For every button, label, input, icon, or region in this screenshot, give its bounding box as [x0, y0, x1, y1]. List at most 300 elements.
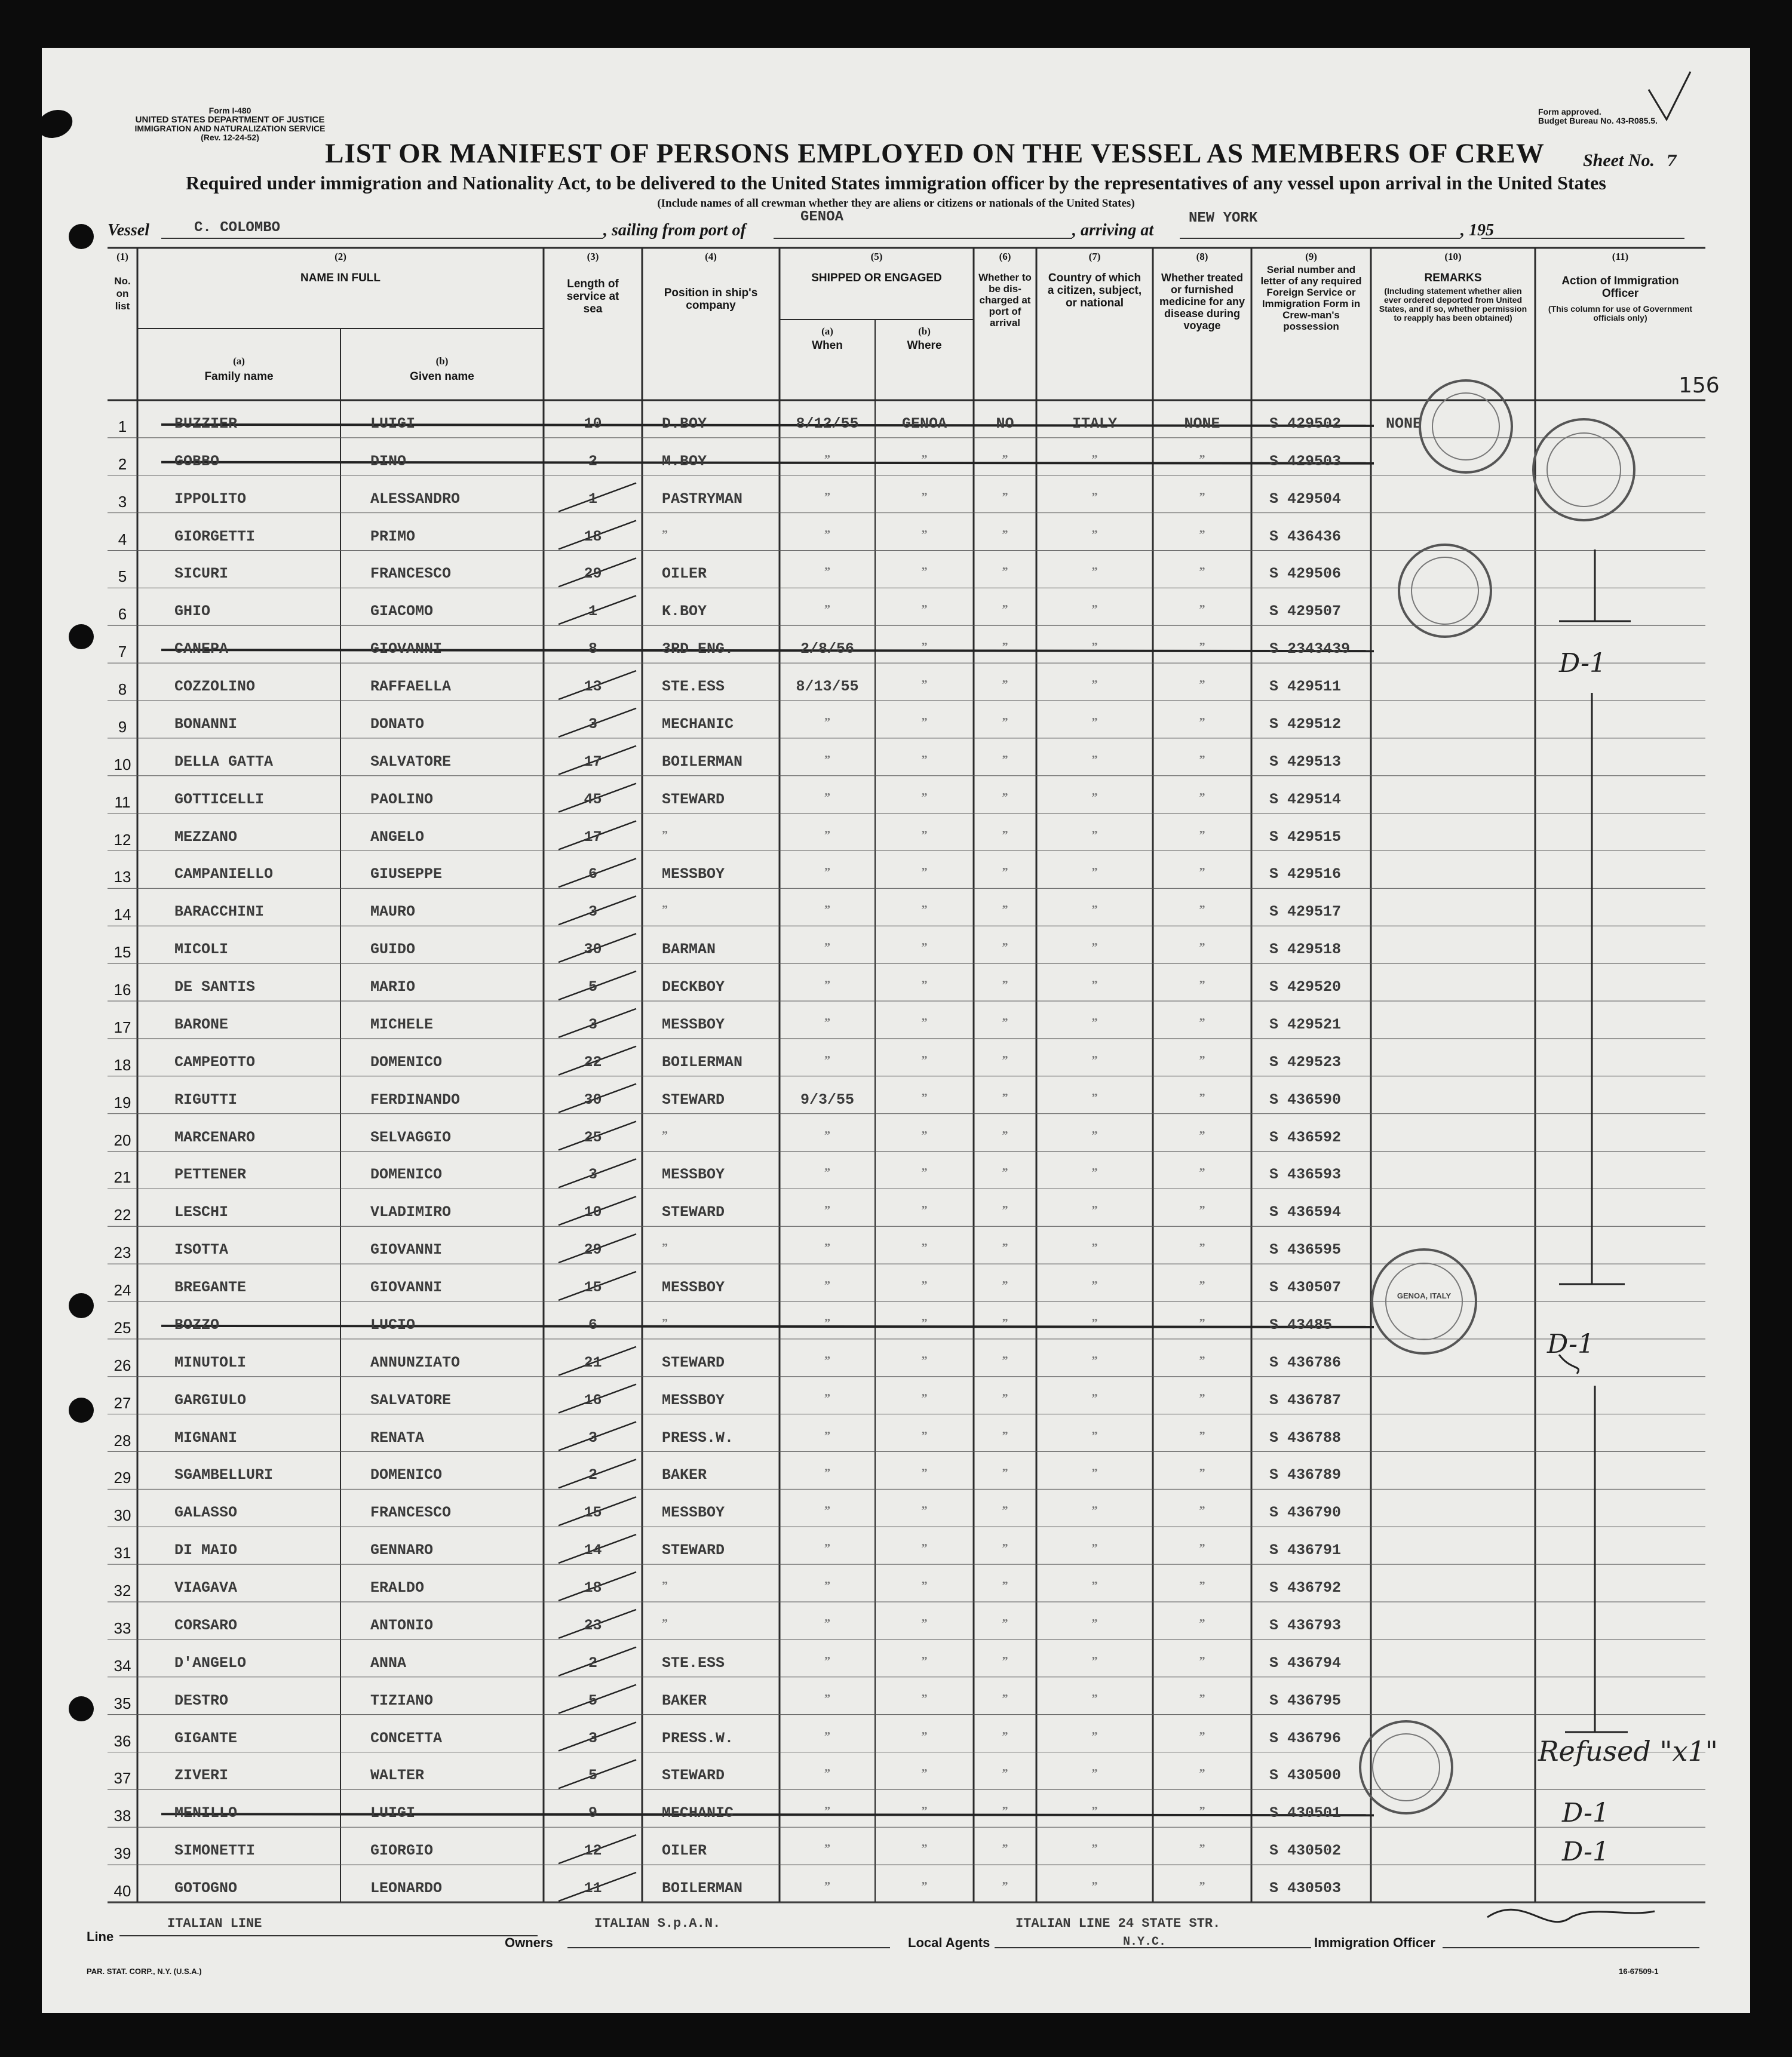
row-number: 18 [113, 1055, 131, 1074]
cell-medicine: ” [1199, 978, 1205, 991]
cell-where: ” [921, 1579, 928, 1592]
cell-given: ANNUNZIATO [370, 1353, 461, 1371]
cell-medicine: ” [1199, 1353, 1205, 1367]
punch-hole [69, 624, 94, 649]
cell-position: BARMAN [662, 941, 716, 959]
cell-family: GALASSO [174, 1504, 238, 1522]
cell-position: MESSBOY [662, 865, 725, 883]
cell-position: OILER [662, 565, 707, 583]
col4-number: (4) [705, 251, 717, 262]
col7-number: (7) [1088, 251, 1101, 262]
cell-serial: S 429516 [1269, 865, 1342, 883]
cell-position: STEWARD [662, 1204, 725, 1221]
cell-country: ” [1091, 1466, 1098, 1480]
cell-serial: S 436791 [1269, 1542, 1342, 1559]
row-number: 26 [113, 1356, 131, 1374]
cell-position: MESSBOY [662, 1015, 725, 1033]
cell-medicine: ” [1199, 1579, 1205, 1592]
consulate-stamp [1359, 1720, 1453, 1815]
cell-where: ” [921, 678, 928, 691]
cell-position: BOILERMAN [662, 1880, 743, 1897]
col10-note: (Including statement whether alien ever ordered deported from United States, and if so, whether permission to reapply has been obtained) [1379, 286, 1527, 323]
cell-when: ” [824, 1842, 830, 1856]
cell-medicine: ” [1199, 1091, 1205, 1104]
cell-country: ” [1091, 1241, 1098, 1255]
cell-when: ” [824, 753, 830, 766]
owners-label: Owners [505, 1935, 553, 1950]
cell-country: ” [1091, 1279, 1098, 1292]
cell-where: ” [921, 490, 928, 503]
cell-family: DESTRO [174, 1691, 229, 1709]
punch-hole [69, 1696, 94, 1721]
cell-where: ” [921, 603, 928, 616]
cell-country: ” [1091, 565, 1098, 579]
cell-family: CAMPANIELLO [174, 865, 274, 883]
cell-length: 1 [588, 490, 597, 508]
cell-discharged: ” [1002, 865, 1008, 879]
form-number: Form I-480 [208, 106, 251, 115]
cell-family: COZZOLINO [174, 678, 256, 695]
form-code: 16-67509-1 [1619, 1967, 1659, 1976]
cell-country: ” [1091, 1166, 1098, 1180]
cell-where: ” [921, 828, 928, 842]
cell-when: 8/13/55 [796, 678, 859, 695]
cell-where: ” [921, 1842, 928, 1856]
cell-position: K.BOY [662, 603, 707, 621]
cell-medicine: ” [1199, 1128, 1205, 1142]
cell-medicine: ” [1199, 1842, 1205, 1856]
cell-length: 6 [588, 865, 597, 883]
service-name: IMMIGRATION AND NATURALIZATION SERVICE [134, 124, 326, 133]
cell-when: ” [824, 1767, 830, 1780]
cell-where: ” [921, 1691, 928, 1705]
cell-discharged: ” [1002, 527, 1008, 541]
cell-family: CAMPEOTTO [174, 1053, 256, 1071]
cell-where: ” [921, 1391, 928, 1405]
cell-family: BONANNI [174, 715, 238, 733]
cell-serial: S 436590 [1269, 1091, 1342, 1109]
revision-date: (Rev. 12-24-52) [201, 133, 259, 142]
cell-country: ” [1091, 678, 1098, 691]
cell-serial: S 429512 [1269, 715, 1342, 733]
stamp-city: GENOA, ITALY [1397, 1291, 1452, 1300]
cell-position: OILER [662, 1842, 707, 1860]
cell-family: BUZZIER [174, 415, 238, 432]
cell-discharged: ” [1002, 753, 1008, 766]
col10-number: (10) [1444, 251, 1462, 262]
cell-length: 13 [584, 678, 602, 695]
cell-family: DELLA GATTA [174, 753, 274, 770]
col2a-number: (a) [233, 355, 245, 367]
cell-family: BARONE [174, 1015, 229, 1033]
cell-country: ” [1091, 1654, 1098, 1668]
cell-position: MECHANIC [662, 1804, 734, 1822]
cell-medicine: ” [1199, 1279, 1205, 1292]
printer-mark: PAR. STAT. CORP., N.Y. (U.S.A.) [87, 1967, 202, 1976]
page-subtitle: Required under immigration and Nationality Act, to be delivered to the United States immigration officer by the representatives of any vessel upon arrival in the United States [186, 172, 1606, 194]
cell-discharged: ” [1002, 1128, 1008, 1142]
arriving-port: NEW YORK [1189, 210, 1258, 226]
annotation-refused: Refused "x1" [1538, 1735, 1718, 1767]
cell-given: ANNA [370, 1654, 407, 1672]
cell-where: ” [921, 1128, 928, 1142]
cell-where: ” [921, 1654, 928, 1668]
cell-medicine: ” [1199, 678, 1205, 691]
owners-value: ITALIAN S.p.A.N. [594, 1916, 721, 1931]
vessel-name: C. COLOMBO [194, 220, 281, 236]
col2b-heading: Given name [410, 370, 474, 383]
cell-when: ” [824, 790, 830, 804]
cell-position: ” [662, 1316, 668, 1330]
cell-position: STE.ESS [662, 678, 725, 695]
cell-serial: S 436794 [1269, 1654, 1342, 1672]
cell-length: 3 [588, 903, 597, 921]
cell-country: ” [1091, 941, 1098, 954]
row-number: 4 [118, 530, 127, 548]
cell-length: 6 [588, 1316, 597, 1334]
cell-country: ” [1091, 1842, 1098, 1856]
cell-length: 29 [584, 1241, 602, 1259]
cell-given: TIZIANO [370, 1691, 434, 1709]
cell-length: 3 [588, 715, 597, 733]
cell-given: LUIGI [370, 415, 416, 432]
cell-given: CONCETTA [370, 1729, 443, 1747]
row-number: 1 [118, 417, 127, 435]
cell-discharged: ” [1002, 1616, 1008, 1630]
row-number: 38 [113, 1807, 131, 1825]
cell-family: VIAGAVA [174, 1579, 238, 1597]
cell-length: 21 [584, 1353, 602, 1371]
cell-discharged: ” [1002, 1579, 1008, 1592]
cell-serial: S 436793 [1269, 1616, 1342, 1634]
cell-country: ” [1091, 490, 1098, 503]
row-number: 23 [113, 1244, 131, 1262]
col5-number: (5) [870, 251, 883, 262]
cell-given: GIACOMO [370, 603, 434, 621]
cell-length: 2 [588, 1654, 597, 1672]
officer-signature-line [1443, 1947, 1699, 1948]
cell-when: ” [824, 715, 830, 729]
cell-where: ” [921, 1767, 928, 1780]
cell-length: 22 [584, 1053, 602, 1071]
cell-family: LESCHI [174, 1204, 229, 1221]
cell-medicine: ” [1199, 1241, 1205, 1255]
cell-position: ” [662, 1579, 668, 1592]
cell-serial: S 436789 [1269, 1466, 1342, 1484]
cell-when: ” [824, 903, 830, 917]
cell-country: ” [1091, 452, 1098, 466]
cell-where: ” [921, 941, 928, 954]
cell-medicine: ” [1199, 640, 1205, 654]
cell-serial: S 436592 [1269, 1128, 1342, 1146]
cell-serial: S 430502 [1269, 1842, 1342, 1860]
cell-position: ” [662, 903, 668, 917]
cell-medicine: ” [1199, 903, 1205, 917]
cell-length: 5 [588, 1691, 597, 1709]
row-number: 5 [118, 567, 127, 586]
cell-where: ” [921, 1880, 928, 1893]
cell-discharged: ” [1002, 1880, 1008, 1893]
col2-heading: NAME IN FULL [300, 272, 381, 284]
department-name: UNITED STATES DEPARTMENT OF JUSTICE [135, 115, 325, 125]
cell-length: 10 [584, 1204, 602, 1221]
col1-number: (1) [116, 251, 128, 262]
cell-serial: S 436594 [1269, 1204, 1342, 1221]
cell-discharged: ” [1002, 1729, 1008, 1743]
cell-position: STEWARD [662, 1767, 725, 1785]
cell-given: PRIMO [370, 527, 416, 545]
cell-length: 1 [588, 603, 597, 621]
cell-when: ” [824, 1391, 830, 1405]
cell-given: DOMENICO [370, 1466, 443, 1484]
col2b-number: (b) [435, 355, 449, 367]
cell-family: GOTTICELLI [174, 790, 265, 808]
cell-medicine: ” [1199, 1542, 1205, 1555]
cell-country: ” [1091, 790, 1098, 804]
cell-medicine: ” [1199, 1767, 1205, 1780]
cell-serial: S 436593 [1269, 1166, 1342, 1184]
agents-value-city: N.Y.C. [1123, 1935, 1167, 1949]
cell-position: MESSBOY [662, 1166, 725, 1184]
cell-where: ” [921, 1429, 928, 1442]
col5b-heading: Where [907, 339, 942, 352]
cell-where: ” [921, 865, 928, 879]
cell-serial: S 436788 [1269, 1429, 1342, 1447]
cell-given: SELVAGGIO [370, 1128, 452, 1146]
cell-discharged: NO [996, 415, 1014, 432]
cell-given: GUIDO [370, 941, 416, 959]
cell-given: FRANCESCO [370, 1504, 452, 1522]
cell-length: 5 [588, 1767, 597, 1785]
cell-country: ” [1091, 1616, 1098, 1630]
cell-position: DECKBOY [662, 978, 725, 996]
cell-family: MENILLO [174, 1804, 238, 1822]
cell-where: ” [921, 1241, 928, 1255]
cell-serial: S 430507 [1269, 1279, 1342, 1296]
cell-country: ” [1091, 1691, 1098, 1705]
annotation-d1: D-1 [1559, 648, 1606, 678]
cell-serial: S 429504 [1269, 490, 1342, 508]
cell-where: ” [921, 1804, 928, 1818]
cell-serial: S 436795 [1269, 1691, 1342, 1709]
cell-country: ” [1091, 715, 1098, 729]
cell-medicine: ” [1199, 603, 1205, 616]
cell-serial: S 436436 [1269, 527, 1342, 545]
col4-heading: Position in ship's company [664, 287, 758, 312]
cell-given: DONATO [370, 715, 425, 733]
cell-family: GARGIULO [174, 1391, 247, 1409]
cell-serial: S 43485 [1269, 1316, 1333, 1334]
row-number: 14 [113, 905, 131, 924]
cell-where: ” [921, 715, 928, 729]
agents-value: ITALIAN LINE 24 STATE STR. [1015, 1916, 1221, 1931]
cell-position: MESSBOY [662, 1279, 725, 1296]
cell-position: PASTRYMAN [662, 490, 743, 508]
cell-country: ” [1091, 1053, 1098, 1067]
cell-medicine: ” [1199, 1466, 1205, 1480]
officer-brackets [1487, 72, 1690, 1922]
cell-family: RIGUTTI [174, 1091, 238, 1109]
cell-where: ” [921, 1353, 928, 1367]
cell-country: ” [1091, 903, 1098, 917]
cell-discharged: ” [1002, 1353, 1008, 1367]
cell-discharged: ” [1002, 1654, 1008, 1668]
cell-position: BAKER [662, 1691, 707, 1709]
cell-medicine: NONE [1184, 415, 1220, 432]
cell-given: DINO [370, 452, 407, 470]
cell-length: 15 [584, 1279, 602, 1296]
consulate-stamp [1419, 379, 1513, 474]
cell-discharged: ” [1002, 678, 1008, 691]
cell-position: PRESS.W. [662, 1429, 734, 1447]
cell-given: RAFFAELLA [370, 678, 452, 695]
cell-discharged: ” [1002, 1767, 1008, 1780]
col11-note: (This column for use of Government officials only) [1548, 304, 1693, 323]
cell-country: ” [1091, 527, 1098, 541]
cell-given: LUIGI [370, 1804, 416, 1822]
cell-serial: S 429523 [1269, 1053, 1342, 1071]
cell-serial: S 429503 [1269, 452, 1342, 470]
cell-given: GIORGIO [370, 1842, 434, 1860]
cell-medicine: ” [1199, 527, 1205, 541]
col5a-heading: When [812, 339, 843, 352]
consulate-stamp [1371, 1248, 1477, 1355]
cell-length: 14 [584, 1542, 602, 1559]
cell-family: SICURI [174, 565, 229, 583]
cell-where: ” [921, 1053, 928, 1067]
cell-when: ” [824, 1880, 830, 1893]
row-number: 36 [113, 1731, 131, 1750]
cell-length: 25 [584, 1128, 602, 1146]
cell-discharged: ” [1002, 790, 1008, 804]
cell-given: VLADIMIRO [370, 1204, 452, 1221]
cell-when: ” [824, 565, 830, 579]
line-label: Line [87, 1929, 114, 1944]
row-number: 3 [118, 492, 127, 511]
row-number: 32 [113, 1582, 131, 1599]
cell-medicine: ” [1199, 1429, 1205, 1442]
cell-position: BOILERMAN [662, 753, 743, 770]
cell-where: ” [921, 1316, 928, 1330]
cell-medicine: ” [1199, 1204, 1205, 1217]
cell-discharged: ” [1002, 1691, 1008, 1705]
cell-serial: S 429506 [1269, 565, 1342, 583]
cell-position: BOILERMAN [662, 1053, 743, 1071]
cell-when: ” [824, 1579, 830, 1592]
cell-when: ” [824, 1654, 830, 1668]
cell-position: BAKER [662, 1466, 707, 1484]
col6-number: (6) [999, 251, 1011, 262]
page-title: LIST OR MANIFEST OF PERSONS EMPLOYED ON THE VESSEL AS MEMBERS OF CREW [325, 138, 1545, 169]
cell-given: FRANCESCO [370, 565, 452, 583]
cell-family: DE SANTIS [174, 978, 256, 996]
row-number: 15 [113, 943, 131, 962]
cell-country: ” [1091, 1204, 1098, 1217]
cell-country: ” [1091, 828, 1098, 842]
cell-discharged: ” [1002, 603, 1008, 616]
cell-family: GOBBO [174, 452, 220, 470]
cell-family: ISOTTA [174, 1241, 229, 1259]
sailing-label: , sailing from port of [603, 221, 746, 240]
row-number: 25 [113, 1318, 131, 1337]
cell-given: MAURO [370, 903, 416, 921]
cell-length: 2 [588, 1466, 597, 1484]
row-number: 21 [113, 1168, 131, 1187]
col5b-number: (b) [918, 326, 931, 337]
cell-given: GENNARO [370, 1542, 434, 1559]
cell-length: 18 [584, 1579, 602, 1597]
cell-when: ” [824, 1015, 830, 1029]
col2-number: (2) [335, 251, 346, 262]
row-number: 39 [113, 1844, 131, 1863]
cell-given: PAOLINO [370, 790, 434, 808]
cell-family: IPPOLITO [174, 490, 247, 508]
cell-discharged: ” [1002, 1316, 1008, 1330]
cell-length: 45 [584, 790, 602, 808]
punch-hole [69, 1398, 94, 1423]
cell-position: ” [662, 527, 668, 541]
cell-where: ” [921, 978, 928, 991]
cell-when: ” [824, 1429, 830, 1442]
cell-when: ” [824, 1204, 830, 1217]
cell-family: GIGANTE [174, 1729, 238, 1747]
cell-discharged: ” [1002, 490, 1008, 503]
cell-where: GENOA [901, 415, 947, 432]
arriving-label: , arriving at [1072, 221, 1154, 240]
sheet-label: Sheet No. [1583, 151, 1655, 170]
cell-family: BARACCHINI [174, 903, 265, 921]
cell-family: GOTOGNO [174, 1880, 238, 1897]
cell-given: ALESSANDRO [370, 490, 461, 508]
cell-discharged: ” [1002, 1091, 1008, 1104]
cell-country: ” [1091, 1353, 1098, 1367]
cell-position: D.BOY [662, 415, 707, 432]
cell-position: ” [662, 1616, 668, 1630]
cell-discharged: ” [1002, 1166, 1008, 1180]
cell-country: ” [1091, 1767, 1098, 1780]
cell-position: ” [662, 1241, 668, 1255]
col9-heading: Serial number and letter of any required Foreign Service or Immigration Form in Crew-man's possession [1260, 264, 1362, 332]
col7-heading: Country of which a citizen, subject, or national [1047, 272, 1142, 309]
cell-discharged: ” [1002, 828, 1008, 842]
include-note: (Include names of all crewman whether they are aliens or citizens or nationals of the United States) [657, 197, 1135, 210]
cell-serial: S 429520 [1269, 978, 1342, 996]
cell-country: ” [1091, 640, 1098, 654]
cell-given: ANGELO [370, 828, 425, 846]
cell-given: RENATA [370, 1429, 425, 1447]
cell-country: ” [1091, 1880, 1098, 1893]
cell-country: ” [1091, 1729, 1098, 1743]
cell-discharged: ” [1002, 1053, 1008, 1067]
cell-family: BREGANTE [174, 1279, 247, 1296]
cell-where: ” [921, 640, 928, 654]
row-number: 12 [113, 830, 131, 849]
cell-where: ” [921, 1616, 928, 1630]
row-number: 6 [118, 605, 127, 624]
cell-length: 11 [584, 1880, 602, 1897]
cell-discharged: ” [1002, 452, 1008, 466]
cell-medicine: ” [1199, 1391, 1205, 1405]
cell-family: CANEPA [174, 640, 229, 658]
cell-medicine: ” [1199, 715, 1205, 729]
cell-length: 17 [584, 828, 602, 846]
cell-when: ” [824, 1353, 830, 1367]
col3-heading: Length of service at sea [566, 278, 619, 315]
cell-family: MIGNANI [174, 1429, 238, 1447]
cell-when: 2/8/56 [800, 640, 854, 658]
sailing-port: GENOA [800, 209, 844, 225]
cell-serial: S 436790 [1269, 1504, 1342, 1522]
